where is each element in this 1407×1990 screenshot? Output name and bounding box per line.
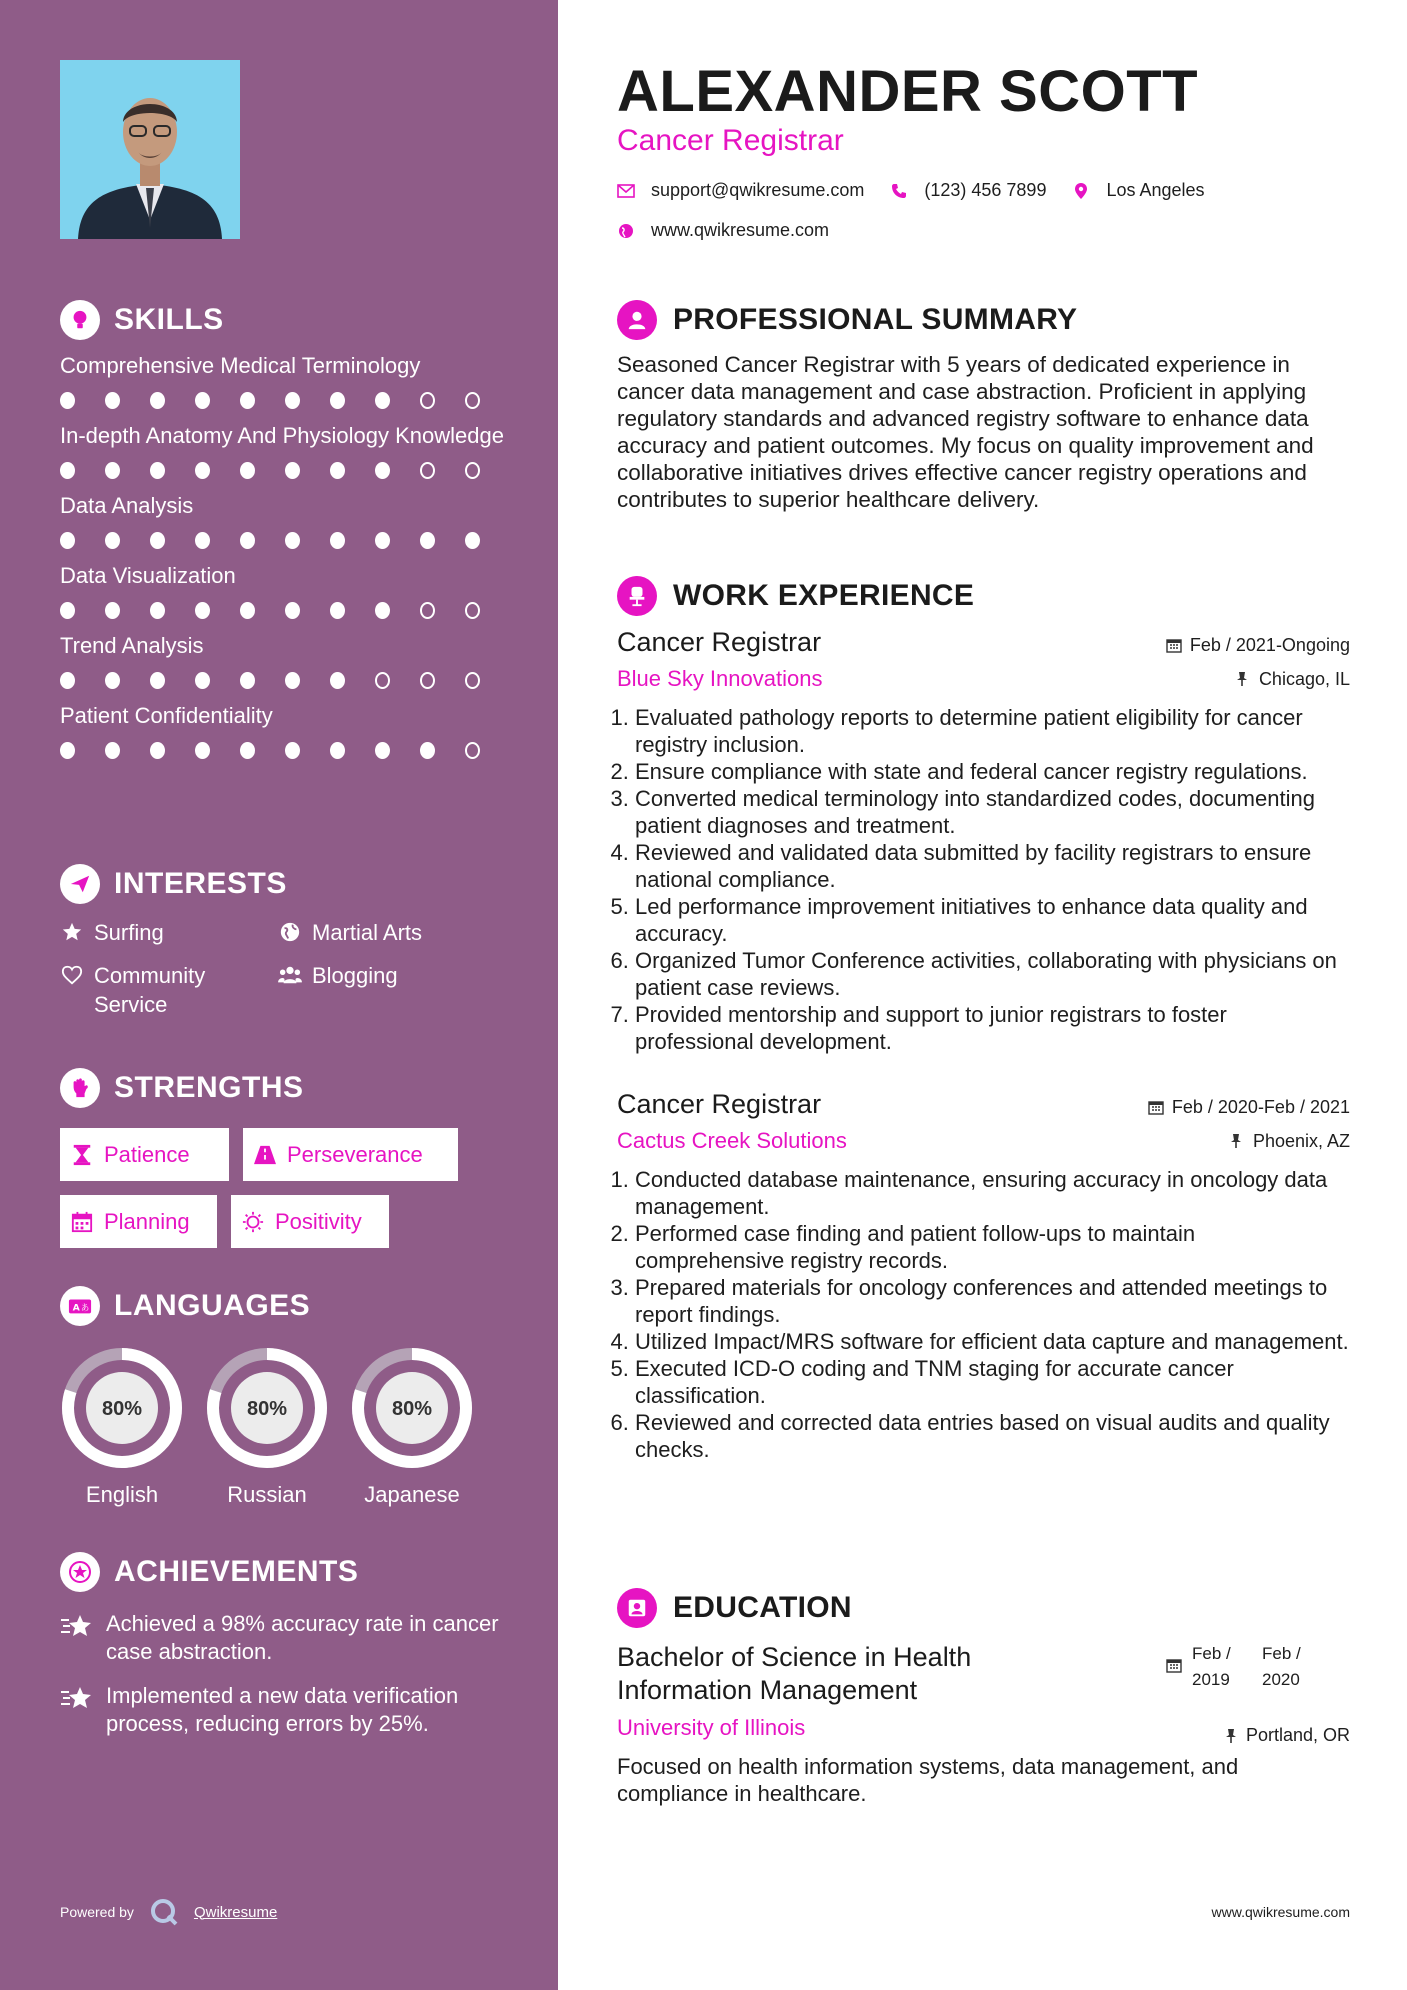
skill-rating: [60, 672, 510, 692]
phone-text: (123) 456 7899: [924, 180, 1047, 200]
strength-badge: [243, 1128, 458, 1181]
language-item: [350, 1346, 474, 1508]
rating-dot-filled: [60, 672, 75, 689]
education-end: Feb / 2020: [1262, 1644, 1301, 1689]
language-item: [60, 1346, 184, 1508]
globe-icon: [617, 222, 635, 240]
calendar-icon: [1166, 1655, 1182, 1671]
strength-label: Positivity: [275, 1208, 362, 1234]
contact-phone[interactable]: [890, 180, 1046, 201]
skill-rating: [60, 742, 510, 762]
users-icon: [278, 963, 302, 987]
pushpin-icon: [1229, 1133, 1245, 1149]
contact-email[interactable]: [617, 180, 864, 201]
skill-name: Comprehensive Medical Terminology: [60, 353, 421, 378]
rating-dot-empty: [375, 672, 390, 689]
rating-dot-filled: [105, 462, 120, 479]
skill-name: Patient Confidentiality: [60, 703, 273, 728]
rating-dot-filled: [105, 392, 120, 409]
rating-dot-filled: [150, 392, 165, 409]
rating-dot-filled: [375, 742, 390, 759]
rating-dot-filled: [195, 742, 210, 759]
job-dates: Feb / 2021-Ongoing: [1189, 634, 1350, 655]
duty-item: 4. Utilized Impact/MRS software for efficient data capture and management.: [635, 1328, 1350, 1355]
job-entry: [617, 1089, 1350, 1463]
rating-dot-filled: [330, 672, 345, 689]
rating-dot-filled: [375, 602, 390, 619]
interest-item: [278, 918, 510, 947]
contact-location: [1072, 180, 1204, 201]
education-location: Portland, OR: [1245, 1725, 1350, 1745]
rating-dot-filled: [330, 532, 345, 549]
education-description: Focused on health information systems, data management, and compliance in healthcare.: [617, 1754, 1239, 1806]
rating-dot-empty: [465, 672, 480, 689]
job-location: Chicago, IL: [1258, 668, 1350, 689]
rating-dot-filled: [330, 392, 345, 409]
rating-dot-filled: [285, 462, 300, 479]
skill-rating: [60, 532, 510, 552]
job-meta: [1166, 633, 1350, 701]
duty-item: 6. Organized Tumor Conference activities, collaborating with physicians on patient case reviews.: [635, 947, 1350, 1001]
rating-dot-filled: [195, 462, 210, 479]
rating-dot-empty: [465, 602, 480, 619]
hourglass-icon: [70, 1143, 94, 1167]
graduate-icon: [617, 1588, 657, 1628]
rating-dot-empty: [465, 392, 480, 409]
rating-dot-filled: [150, 602, 165, 619]
summary-section: [617, 299, 1350, 513]
award-star-icon: [60, 1552, 100, 1592]
candidate-name: ALEXANDER SCOTT: [617, 59, 1199, 124]
achievement-item: [60, 1682, 510, 1738]
skill-item: [60, 422, 510, 482]
skill-rating: [60, 392, 510, 412]
achievement-text: Achieved a 98% accuracy rate in cancer case abstraction.: [106, 1611, 499, 1664]
language-percent: 80%: [101, 1398, 143, 1420]
contact-website[interactable]: [617, 220, 829, 241]
rating-dot-filled: [240, 392, 255, 409]
duty-item: 4. Reviewed and validated data submitted by facility registrars to ensure national compliance.: [635, 839, 1350, 893]
rating-dot-filled: [60, 392, 75, 409]
paper-plane-icon: [60, 864, 100, 904]
map-pin-icon: [1072, 182, 1090, 200]
job-duties: [617, 1166, 1350, 1463]
job-location: Phoenix, AZ: [1252, 1130, 1350, 1151]
language-percent: 80%: [246, 1398, 288, 1420]
duty-item: 6. Reviewed and corrected data entries based on visual audits and quality checks.: [635, 1409, 1350, 1463]
rating-dot-filled: [240, 742, 255, 759]
rating-dot-empty: [420, 462, 435, 479]
sidebar: [0, 0, 558, 1990]
rating-dot-filled: [195, 532, 210, 549]
rating-dot-filled: [150, 462, 165, 479]
rating-dot-filled: [105, 742, 120, 759]
duty-item: 3. Converted medical terminology into standardized codes, documenting patient diagnoses and treatment.: [635, 785, 1350, 839]
rating-dot-filled: [285, 672, 300, 689]
candidate-role: Cancer Registrar: [617, 124, 844, 157]
calendar-icon: [1166, 637, 1182, 653]
phone-icon: [890, 182, 908, 200]
rating-dot-filled: [375, 392, 390, 409]
email-text: support@qwikresume.com: [651, 180, 865, 200]
education-location-row: [1224, 1725, 1350, 1746]
skill-item: [60, 492, 510, 552]
language-ring: [205, 1346, 329, 1470]
skill-name: Data Visualization: [60, 563, 236, 588]
language-icon: [60, 1286, 100, 1326]
interests-section: [60, 862, 510, 1019]
rating-dot-filled: [150, 532, 165, 549]
rating-dot-filled: [375, 532, 390, 549]
language-name: Japanese: [364, 1482, 460, 1507]
interest-label: Martial Arts: [312, 920, 423, 945]
rating-dot-filled: [195, 392, 210, 409]
calendar-icon: [1148, 1099, 1164, 1115]
rating-dot-filled: [195, 602, 210, 619]
achievement-item: [60, 1610, 510, 1666]
contact-row: [617, 180, 1231, 201]
rating-dot-filled: [330, 462, 345, 479]
qwikresume-link[interactable]: Qwikresume: [193, 1903, 278, 1921]
contact-row-2: [617, 220, 855, 241]
education-dates: [1166, 1641, 1332, 1693]
envelope-icon: [617, 182, 635, 200]
rating-dot-filled: [240, 462, 255, 479]
rating-dot-filled: [150, 672, 165, 689]
achievements-list: [60, 1610, 510, 1738]
rating-dot-filled: [105, 602, 120, 619]
language-name: English: [85, 1482, 159, 1507]
calendar-icon: [70, 1210, 94, 1234]
duty-item: 1. Conducted database maintenance, ensuring accuracy in oncology data management.: [635, 1166, 1350, 1220]
strength-label: Planning: [104, 1208, 190, 1234]
road-icon: [253, 1143, 277, 1167]
rating-dot-empty: [465, 742, 480, 759]
skills-section: [60, 298, 510, 762]
skill-item: [60, 632, 510, 692]
experience-title: WORK EXPERIENCE: [673, 579, 975, 612]
language-ring: [60, 1346, 184, 1470]
duty-item: 1. Evaluated pathology reports to determine patient eligibility for cancer registry inclusion.: [635, 704, 1350, 758]
language-item: [205, 1346, 329, 1508]
location-text: Los Angeles: [1106, 180, 1205, 200]
rating-dot-filled: [420, 742, 435, 759]
job-title: Cancer Registrar: [617, 627, 822, 657]
star-icon: [60, 920, 84, 944]
interest-item: [60, 961, 278, 1019]
rating-dot-filled: [330, 742, 345, 759]
duty-item: 5. Led performance improvement initiatives to enhance data quality and accuracy.: [635, 893, 1350, 947]
strength-badge: [60, 1195, 217, 1248]
school-name: University of Illinois: [617, 1715, 806, 1740]
powered-by-label: Powered by: [60, 1904, 134, 1920]
rating-dot-filled: [285, 742, 300, 759]
strength-label: Perseverance: [287, 1141, 423, 1167]
skill-rating: [60, 602, 510, 622]
achievements-title: ACHIEVEMENTS: [114, 1555, 359, 1588]
job-company: Cactus Creek Solutions: [617, 1128, 847, 1153]
summary-text: Seasoned Cancer Registrar with 5 years of dedicated experience in cancer data management and case abstraction. Proficient in applying regulatory standards and advanced registry software to enhance data accuracy and patient outcomes. My focus on quality improvement and collaborative initiatives drives effective cancer registry operations and contributes to superior healthcare delivery.: [617, 352, 1314, 512]
rating-dot-filled: [105, 672, 120, 689]
job-entry: [617, 627, 1350, 1055]
education-section: [617, 1587, 1350, 1807]
summary-title: PROFESSIONAL SUMMARY: [673, 303, 1078, 336]
duty-item: 5. Executed ICD-O coding and TNM staging for accurate cancer classification.: [635, 1355, 1350, 1409]
rating-dot-empty: [420, 672, 435, 689]
user-icon: [617, 300, 657, 340]
education-entry: [617, 1641, 1350, 1807]
achievement-text: Implemented a new data verification process, reducing errors by 25%.: [106, 1683, 459, 1736]
job-duties: [617, 704, 1350, 1055]
skill-name: Trend Analysis: [60, 633, 204, 658]
lightbulb-icon: [60, 300, 100, 340]
rating-dot-empty: [420, 392, 435, 409]
rating-dot-filled: [60, 532, 75, 549]
heart-icon: [60, 963, 84, 987]
interests-title: INTERESTS: [114, 867, 287, 900]
interest-label: Community Service: [94, 963, 206, 1017]
interest-label: Surfing: [94, 920, 164, 945]
rating-dot-filled: [375, 462, 390, 479]
rating-dot-filled: [330, 602, 345, 619]
language-percent: 80%: [391, 1398, 433, 1420]
rating-dot-filled: [60, 742, 75, 759]
job-dates: Feb / 2020-Feb / 2021: [1171, 1096, 1350, 1117]
duty-item: 2. Performed case finding and patient follow-ups to maintain comprehensive registry records.: [635, 1220, 1350, 1274]
skill-name: In-depth Anatomy And Physiology Knowledge: [60, 423, 504, 448]
skill-rating: [60, 462, 510, 482]
rating-dot-filled: [240, 672, 255, 689]
skill-item: [60, 702, 510, 762]
skills-list: [60, 352, 510, 762]
education-start: Feb / 2019: [1192, 1644, 1231, 1689]
duty-item: 2. Ensure compliance with state and federal cancer registry regulations.: [635, 758, 1350, 785]
skills-title: SKILLS: [114, 303, 224, 336]
job-company: Blue Sky Innovations: [617, 666, 823, 691]
rating-dot-filled: [285, 532, 300, 549]
svg-text:A: A: [72, 1302, 80, 1314]
interest-label: Blogging: [312, 963, 398, 988]
profile-photo: [60, 60, 240, 239]
rating-dot-filled: [105, 532, 120, 549]
rating-dot-empty: [420, 602, 435, 619]
language-name: Russian: [227, 1482, 307, 1507]
education-title: EDUCATION: [673, 1591, 852, 1624]
footer-url[interactable]: www.qwikresume.com: [1211, 1904, 1350, 1920]
sun-icon: [241, 1210, 265, 1234]
degree-title: Bachelor of Science in Health Information Management: [617, 1642, 972, 1705]
briefcase-chair-icon: [617, 576, 657, 616]
rating-dot-filled: [420, 532, 435, 549]
languages-list: [60, 1346, 510, 1508]
pushpin-icon: [1224, 1728, 1238, 1744]
interest-item: [60, 918, 278, 947]
qwikresume-logo-icon: [150, 1898, 178, 1926]
svg-text:あ: あ: [80, 1302, 90, 1313]
rating-dot-filled: [60, 462, 75, 479]
powered-by: [60, 1898, 277, 1926]
strengths-section: [60, 1066, 510, 1262]
skill-name: Data Analysis: [60, 493, 194, 518]
rating-dot-filled: [240, 602, 255, 619]
experience-section: [617, 575, 1350, 1463]
strengths-list: [60, 1128, 510, 1262]
job-meta: [1148, 1095, 1350, 1163]
shooting-star-icon: [60, 1684, 94, 1714]
languages-title: LANGUAGES: [114, 1289, 311, 1322]
strength-label: Patience: [104, 1141, 190, 1167]
interests-list: [60, 918, 510, 1019]
strengths-title: STRENGTHS: [114, 1071, 304, 1104]
rating-dot-filled: [465, 532, 480, 549]
shooting-star-icon: [60, 1612, 94, 1642]
languages-section: [60, 1284, 510, 1508]
duty-item: 3. Prepared materials for oncology conferences and attended meetings to report findings.: [635, 1274, 1350, 1328]
skill-item: [60, 562, 510, 622]
rating-dot-filled: [240, 532, 255, 549]
language-ring: [350, 1346, 474, 1470]
rating-dot-empty: [465, 462, 480, 479]
rating-dot-filled: [195, 672, 210, 689]
fist-icon: [60, 1068, 100, 1108]
duty-item: 7. Provided mentorship and support to junior registrars to foster professional development.: [635, 1001, 1350, 1055]
rating-dot-filled: [60, 602, 75, 619]
website-text: www.qwikresume.com: [651, 220, 830, 240]
job-title: Cancer Registrar: [617, 1089, 822, 1119]
globe-icon: [278, 920, 302, 944]
rating-dot-filled: [150, 742, 165, 759]
interest-item: [278, 961, 510, 1019]
skill-item: [60, 352, 510, 412]
rating-dot-filled: [285, 392, 300, 409]
strength-badge: [231, 1195, 389, 1248]
rating-dot-filled: [285, 602, 300, 619]
pushpin-icon: [1235, 671, 1251, 687]
achievements-section: [60, 1550, 510, 1738]
strength-badge: [60, 1128, 229, 1181]
